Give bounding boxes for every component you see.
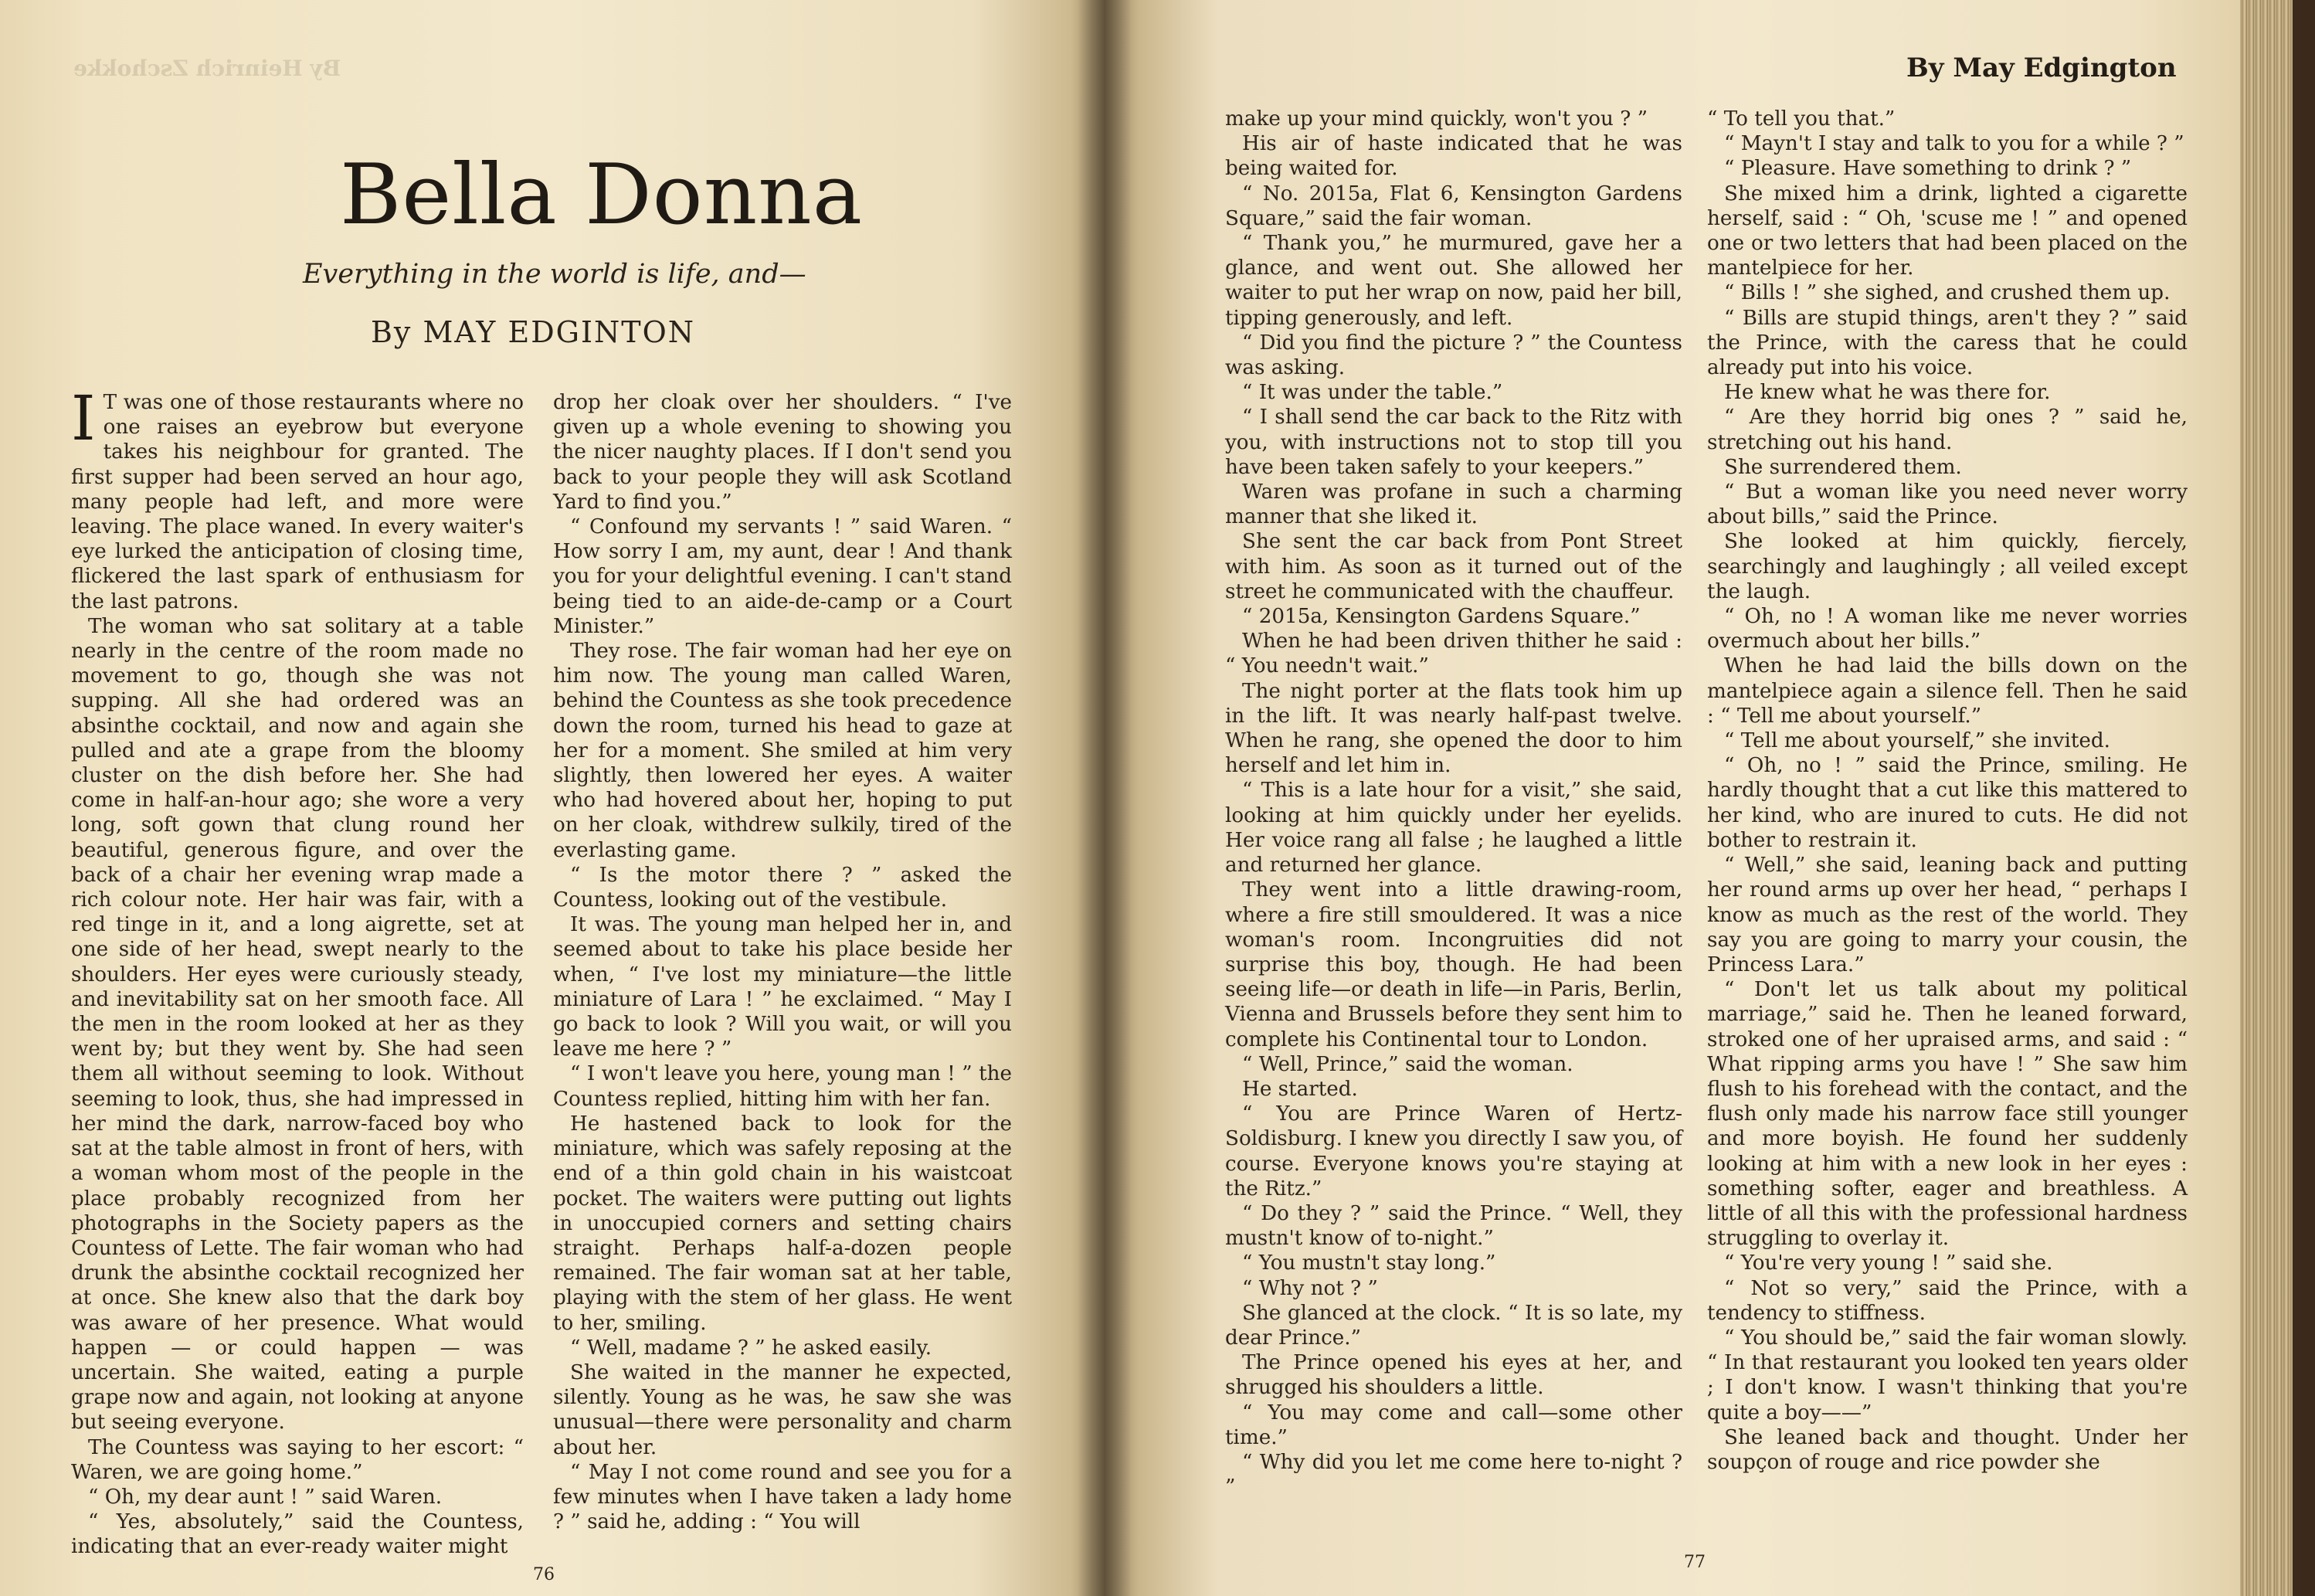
paragraph: “ Mayn't I stay and talk to you for a while ? ” [1724, 132, 2184, 156]
paragraph: The woman who sat solitary at a table nearly in the centre of the room made no movement to go, though she was not supping. All she had ordered was an absinthe cocktail, and now and again she pulled and ate a grape from the bloomy cluster on the dish before her. She had come in half-an-hour ago; she wore a very long, soft gown that clung round her beautiful, generous figure, and over the back of a chair her evening wrap made a rich colour note. Her hair was fair, with a red tinge in it, and a long aigrette, set at one side of her head, swept nearly to the shoulders. Her eyes were curiously steady, and inevitability sat on her smooth face. All the men in the room looked at her as they went by; but they went by. She had seen them all without seeming to look. Without seeming to look, thus, she had impressed in her mind the dark, narrow-faced boy who sat at the table almost in front of hers, with a woman whom most of the people in the place probably recognized from her photographs in the Society papers as the Countess of Lette. The fair woman who had drunk the absinthe cocktail recognized her at once. She knew also that the dark boy was aware of her presence. What would happen — or could happen — was uncertain. She waited, eating a purple grape now and again, not looking at anyone but seeing everyone. [71, 614, 524, 1435]
page-number-left: 76 [533, 1565, 555, 1584]
paragraph: “ This is a late hour for a visit,” she said, looking at him quickly under her eyelids. Her voice rang all false ; he laughed a little and returned her glance. [1225, 779, 1682, 878]
paragraph: “ Do they ? ” said the Prince. “ Well, they mustn't know of to-night.” [1225, 1201, 1682, 1251]
paragraph: “ Well, Prince,” said the woman. [1242, 1052, 1573, 1076]
paragraph: “ You mustn't stay long.” [1242, 1251, 1496, 1275]
paragraph: “ Oh, my dear aunt ! ” said Waren. [88, 1485, 443, 1509]
left-column-1 [71, 382, 524, 1560]
paragraph: “ You may come and call—some other time.” [1225, 1401, 1682, 1449]
paragraph: They went into a little drawing-room, where a fire still smouldered. It was a nice woman's room. Incongruities did not surprise this boy, though. He had been seeing life—or death in life—in Paris, Berlin, Vienna and Brussels before they sent him to complete his Continental tour to London. [1225, 878, 1682, 1051]
paragraph: drop her cloak over her shoulders. “ I've given up a whole evening to showing you the nicer naughty places. If I don't send you back to your people they will ask Scotland Yard to find you.” [553, 391, 1012, 514]
paragraph: It was. The young man helped her in, and seemed about to take his place beside her when, “ I've lost my miniature—the little miniature of Lara ! ” he exclaimed. “ May I go back to look ? Will you wait, or will you leave me here ? ” [553, 913, 1012, 1061]
paragraph: “ Tell me about yourself,” she invited. [1724, 729, 2110, 753]
paragraph: “ Well,” she said, leaning back and putting her round arms up over her head, “ perhaps I know as much as the rest of the world. They say you are going to marry your cousin, the Princess Lara.” [1707, 854, 2188, 976]
paragraph: She sent the car back from Pont Street with him. As soon as it turned out of the street he communicated with the chauffeur. [1225, 530, 1682, 603]
paragraph: She surrendered them. [1724, 455, 1962, 479]
paragraph: She glanced at the clock. “ It is so late, my dear Prince.” [1225, 1301, 1682, 1350]
paragraph: “ Why did you let me come here to-night ? ” [1225, 1450, 1682, 1499]
bleed-through-text: By Heinrich Zschokke [73, 56, 341, 81]
paragraph: His air of haste indicated that he was being waited for. [1225, 132, 1682, 181]
paragraph: “ Is the motor there ? ” asked the Countess, looking out of the vestibule. [553, 863, 1012, 912]
paragraph: “ Oh, no ! A woman like me never worries overmuch about her bills.” [1707, 605, 2188, 654]
left-page [0, 0, 1105, 1596]
paragraph: “ Yes, absolutely,” said the Countess, indicating that an ever-ready waiter might [71, 1510, 524, 1559]
page-number-right: 77 [1684, 1553, 1706, 1572]
paragraph: “ Bills are stupid things, aren't they ? ” said the Prince, with the caress that he could already put into his voice. [1707, 306, 2188, 380]
paragraph: “ Don't let us talk about my political marriage,” said he. Then he leaned forward, stroked one of her upraised arms, and said : “ What ripping arms you have ! ” She saw him flush to his forehead with the contact, and the flush only made his narrow face still younger and more boyish. He found her suddenly looking at him with a new look in her eyes : something softer, eager and breathless. A little of all this with the professional hardness struggling to overlay it. [1707, 978, 2188, 1251]
paragraph: “ You are Prince Waren of Hertz-Soldisburg. I knew you directly I saw you, of course. Everyone knows you're staying at the Ritz.” [1225, 1102, 1682, 1200]
paragraph: She looked at him quickly, fiercely, searchingly and laughingly ; all veiled except the laugh. [1707, 530, 2188, 603]
drop-cap: I [71, 382, 96, 454]
paragraph: “ 2015a, Kensington Gardens Square.” [1242, 605, 1641, 629]
paragraph [71, 382, 524, 614]
paragraph: “ To tell you that.” [1707, 107, 1896, 131]
paragraph: “ I won't leave you here, young man ! ” the Countess replied, hitting him with her fan. [553, 1062, 1012, 1111]
paragraph: She waited in the manner he expected, silently. Young as he was, he saw she was unusual—there were personality and charm about her. [553, 1360, 1012, 1459]
running-head: By May Edgington [1906, 53, 2177, 83]
paragraph: She mixed him a drink, lighted a cigarette herself, said : “ Oh, 'scuse me ! ” and opened one or two letters that had been placed on the mantelpiece for her. [1707, 182, 2188, 280]
paragraph: He hastened back to look for the miniature, which was safely reposing at the end of a thin gold chain in his waistcoat pocket. The waiters were putting out lights in unoccupied corners and setting chairs straight. Perhaps half-a-dozen people remained. The fair woman sat at her table, playing with the stem of her glass. He went to her, smiling. [553, 1112, 1012, 1335]
article-subtitle: Everything in the world is life, and— [303, 259, 806, 290]
paragraph: “ Oh, no ! ” said the Prince, smiling. He hardly thought that a cut like this mattered to her kind, who are inured to cuts. He did not bother to restrain it. [1707, 754, 2188, 852]
paragraph: When he had laid the bills down on the mantelpiece again a silence fell. Then he said : “ Tell me about yourself.” [1707, 654, 2188, 728]
paragraph: The Prince opened his eyes at her, and shrugged his shoulders a little. [1225, 1351, 1682, 1400]
paragraph: “ Why not ? ” [1242, 1276, 1378, 1300]
paragraph: “ Not so very,” said the Prince, with a tendency to stiffness. [1707, 1276, 2188, 1325]
paragraph-text: T was one of those restaurants where no one raises an eyebrow but everyone takes his neighbour for granted. The first supper had been served an hour ago, many people had left, and more were leaving. The place waned. In every waiter's eye lurked the anticipation of closing time, flickered the last spark of enthusiasm for the last patrons. [71, 391, 524, 613]
paragraph: “ Confound my servants ! ” said Waren. “ How sorry I am, my aunt, dear ! And thank you for your delightful evening. I can't stand being tied to an aide-de-camp or a Court Minister.” [553, 515, 1012, 638]
paragraph: “ But a woman like you need never worry about bills,” said the Prince. [1707, 480, 2188, 529]
right-column-1 [1225, 107, 1682, 1499]
paragraph: “ You should be,” said the fair woman slowly. “ In that restaurant you looked ten years older ; I don't know. I wasn't thinking that you're quite a boy——” [1707, 1326, 2188, 1425]
paragraph: “ It was under the table.” [1242, 381, 1503, 405]
paragraph: The night porter at the flats took him up in the lift. It was nearly half-past twelve. When he rang, she opened the door to him herself and let him in. [1225, 679, 1682, 778]
paragraph: He knew what he was there for. [1724, 381, 2051, 405]
paragraph: “ You're very young ! ” said she. [1724, 1251, 2053, 1275]
paragraph: “ Bills ! ” she sighed, and crushed them up. [1724, 281, 2171, 305]
paragraph: He started. [1242, 1077, 1358, 1101]
paragraph: make up your mind quickly, won't you ? ” [1225, 107, 1648, 131]
paragraph: The Countess was saying to her escort: “ Waren, we are going home.” [71, 1435, 524, 1484]
paragraph: When he had been driven thither he said : “ You needn't wait.” [1225, 630, 1682, 678]
paragraph: “ Thank you,” he murmured, gave her a glance, and went out. She allowed her waiter to put her wrap on now, paid her bill, tipping generously, and left. [1225, 232, 1682, 330]
paragraph: “ Are they horrid big ones ? ” said he, stretching out his hand. [1707, 406, 2188, 454]
paragraph: She leaned back and thought. Under her soupçon of rouge and rice powder she [1707, 1425, 2188, 1474]
paragraph: “ Well, madame ? ” he asked easily. [570, 1336, 932, 1360]
right-column-2 [1707, 107, 2188, 1475]
paragraph: “ I shall send the car back to the Ritz with you, with instructions not to stop till you have been taken safely to your keepers.” [1225, 406, 1682, 479]
article-byline: By MAY EDGINTON [371, 315, 696, 349]
book-cover-edge [2293, 0, 2315, 1596]
right-page [1105, 0, 2240, 1596]
paragraph: “ May I not come round and see you for a few minutes when I have taken a lady home ? ” said he, adding : “ You will [553, 1460, 1012, 1534]
paragraph: “ Pleasure. Have something to drink ? ” [1724, 157, 2132, 181]
paragraph: They rose. The fair woman had her eye on him now. The young man called Waren, behind the Countess as she took precedence down the room, turned his head to gaze at her for a moment. She smiled at him very slightly, then lowered her eyes. A waiter who had hovered about her, hoping to put on her cloak, withdrew sulkily, tired of the everlasting game. [553, 640, 1012, 862]
paragraph: “ Did you find the picture ? ” the Countess was asking. [1225, 331, 1682, 380]
left-column-2 [553, 390, 1012, 1534]
paragraph: Waren was profane in such a charming manner that she liked it. [1225, 480, 1682, 529]
article-title: Bella Donna [340, 147, 864, 243]
paragraph: “ No. 2015a, Flat 6, Kensington Gardens Square,” said the fair woman. [1225, 182, 1682, 230]
gutter-shadow [1078, 0, 1132, 1596]
